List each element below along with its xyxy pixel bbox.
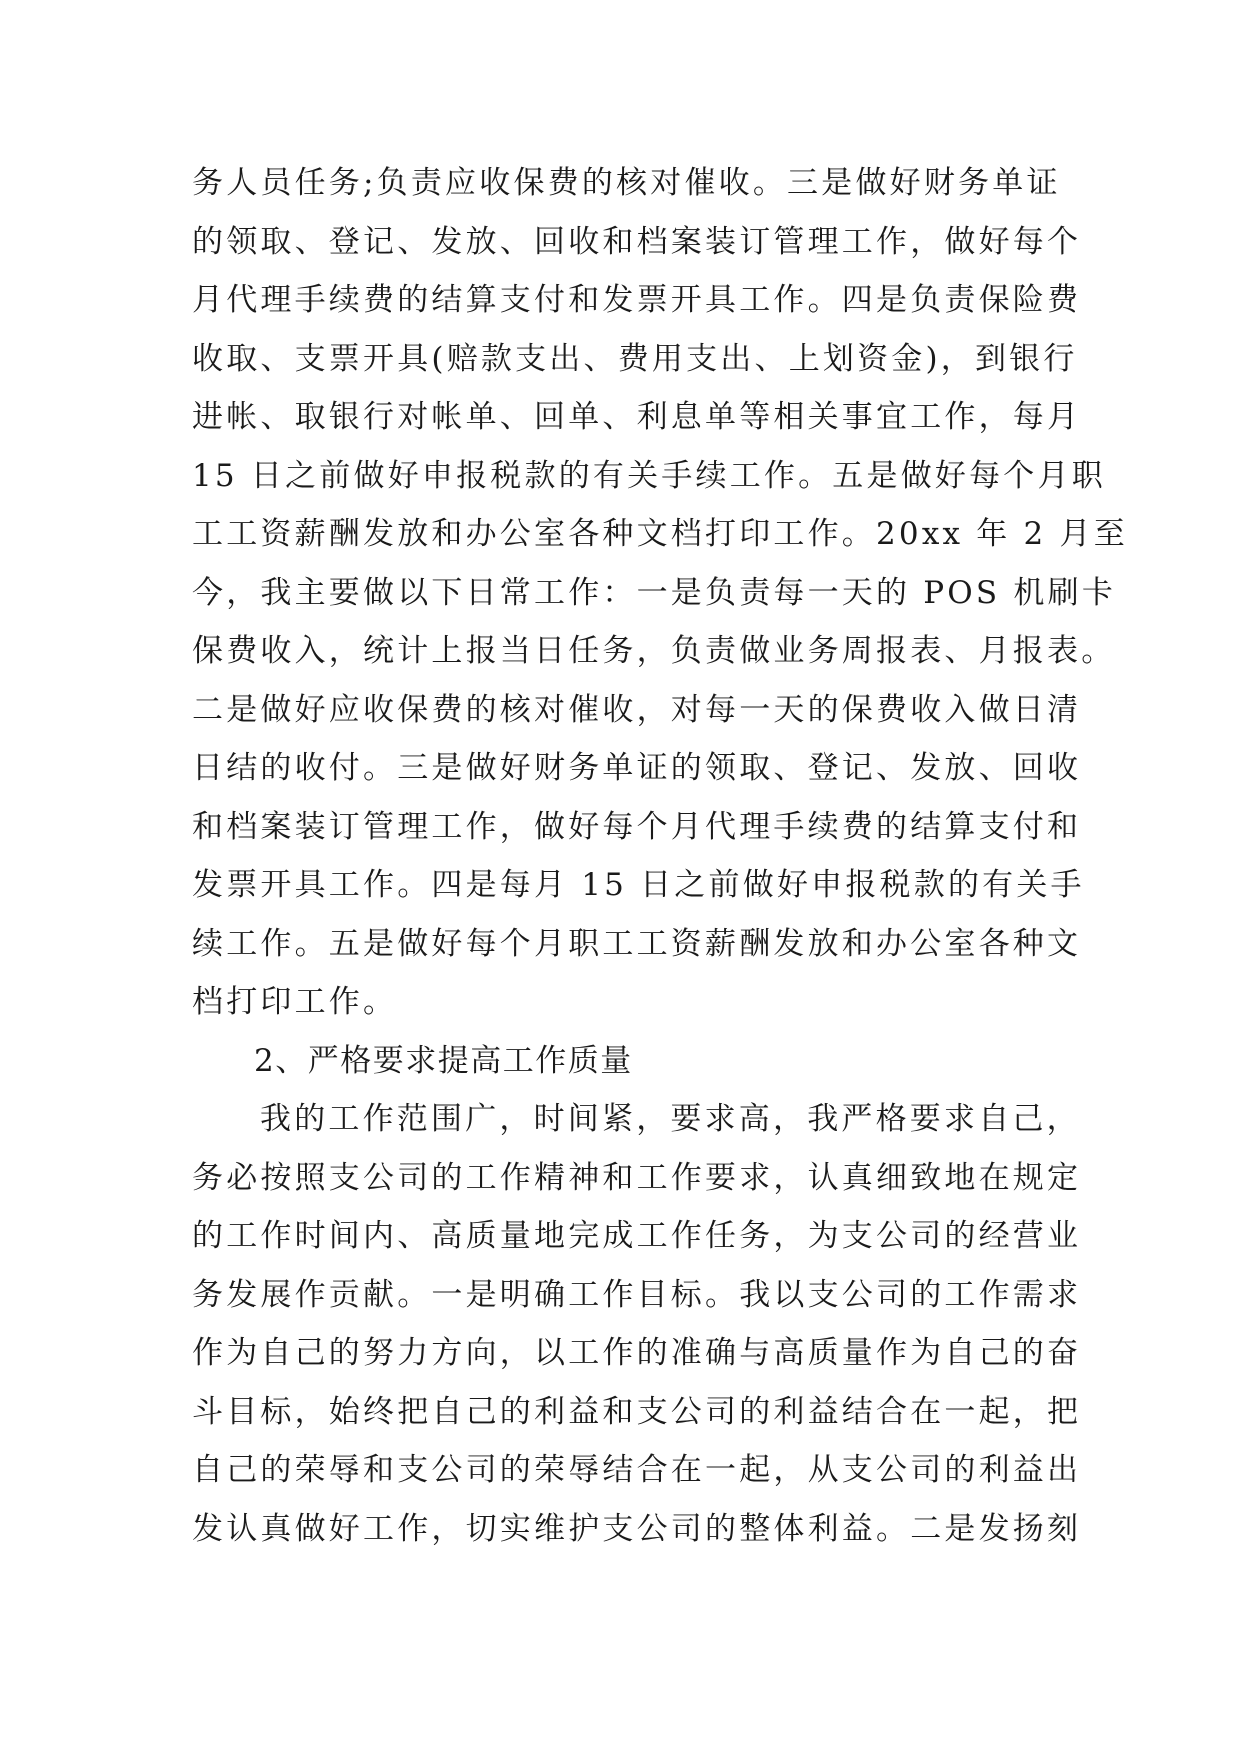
body-line: 务必按照支公司的工作精神和工作要求，认真细致地在规定 — [192, 1159, 1082, 1196]
body-line: 工工资薪酬发放和办公室各种文档打印工作。20xx 年 2 月至 — [192, 516, 1128, 552]
body-line: 我的工作范围广，时间紧，要求高，我严格要求自己， — [260, 1101, 1081, 1137]
body-line: 15 日之前做好申报税款的有关手续工作。五是做好每个月职 — [192, 457, 1106, 494]
body-line: 日结的收付。三是做好财务单证的领取、登记、发放、回收 — [192, 750, 1082, 786]
section-heading: 2、严格要求提高工作质量 — [254, 1042, 633, 1079]
body-line: 续工作。五是做好每个月职工工资薪酬发放和办公室各种文 — [192, 925, 1082, 962]
body-line: 收取、支票开具(赔款支出、费用支出、上划资金)，到银行 — [192, 340, 1078, 377]
body-line: 保费收入，统计上报当日任务，负责做业务周报表、月报表。 — [192, 633, 1116, 669]
body-line: 发认真做好工作，切实维护支公司的整体利益。二是发扬刻 — [192, 1510, 1082, 1547]
body-line: 的领取、登记、发放、回收和档案装订管理工作，做好每个 — [192, 223, 1082, 260]
body-line: 月代理手续费的结算支付和发票开具工作。四是负责保险费 — [192, 282, 1082, 318]
body-line: 档打印工作。 — [192, 984, 398, 1020]
body-line: 二是做好应收保费的核对催收，对每一天的保费收入做日清 — [192, 691, 1082, 728]
body-line: 务发展作贡献。一是明确工作目标。我以支公司的工作需求 — [192, 1276, 1082, 1313]
body-line: 和档案装订管理工作，做好每个月代理手续费的结算支付和 — [192, 808, 1082, 845]
body-line: 今，我主要做以下日常工作：一是负责每一天的 POS 机刷卡 — [192, 574, 1117, 611]
document-body — [192, 154, 1128, 1558]
body-line: 自己的荣辱和支公司的荣辱结合在一起，从支公司的利益出 — [192, 1452, 1082, 1488]
body-line: 斗目标，始终把自己的利益和支公司的利益结合在一起，把 — [192, 1393, 1082, 1430]
body-line: 进帐、取银行对帐单、回单、利息单等相关事宜工作，每月 — [192, 399, 1082, 435]
body-line: 发票开具工作。四是每月 15 日之前做好申报税款的有关手 — [192, 867, 1085, 903]
body-line: 的工作时间内、高质量地完成工作任务，为支公司的经营业 — [192, 1218, 1082, 1254]
body-line: 务人员任务;负责应收保费的核对催收。三是做好财务单证 — [192, 165, 1061, 201]
body-line: 作为自己的努力方向，以工作的准确与高质量作为自己的奋 — [192, 1335, 1082, 1371]
